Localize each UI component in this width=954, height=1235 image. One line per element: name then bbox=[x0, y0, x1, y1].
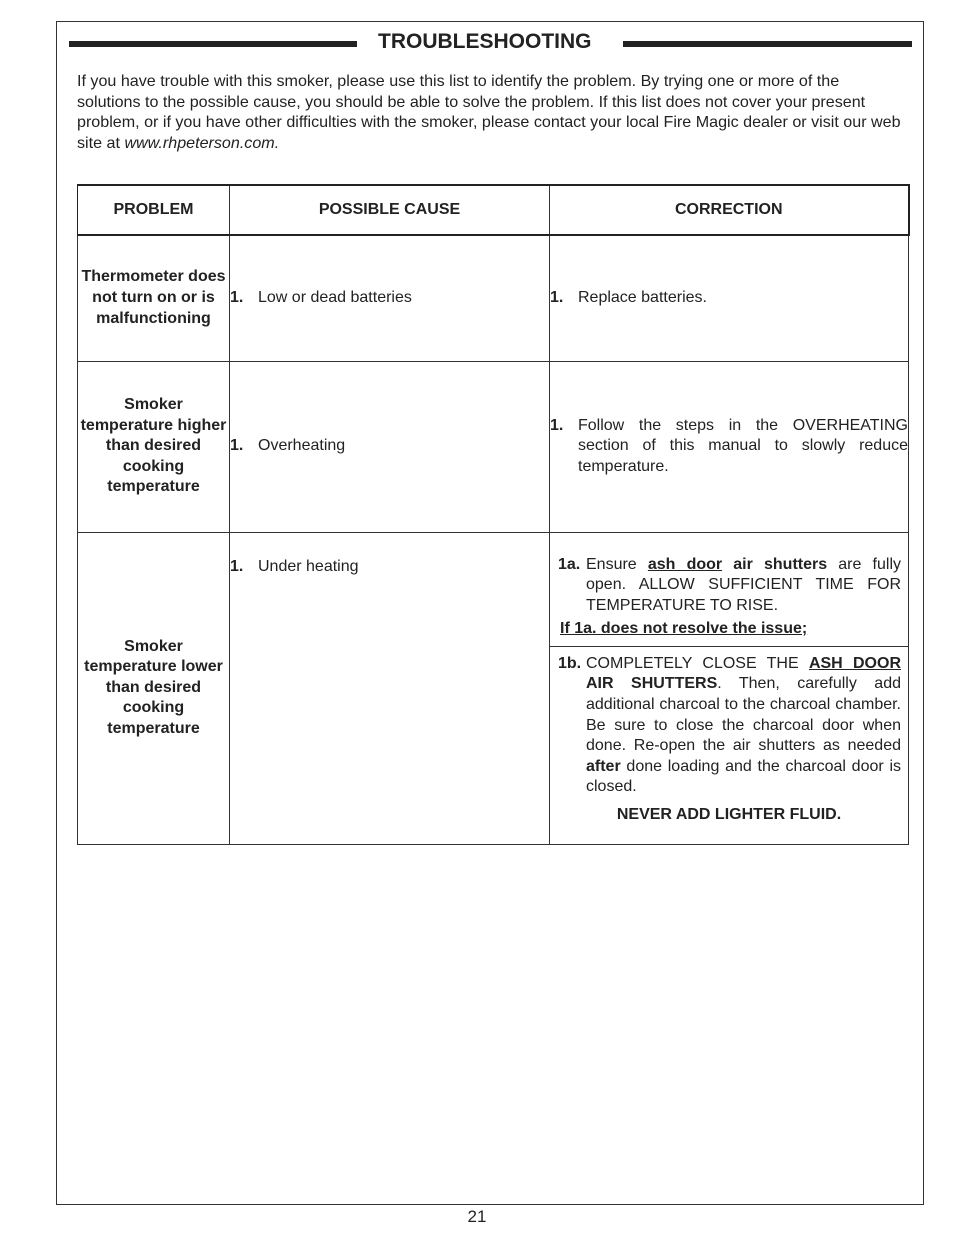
warning-note: NEVER ADD LIGHTER FLUID. bbox=[616, 806, 842, 824]
conditional-note: If 1a. does not resolve the issue; bbox=[550, 616, 908, 647]
correction-cell bbox=[550, 532, 909, 844]
problem-cell: Thermometer does not turn on or is malfunctioning bbox=[78, 235, 230, 361]
emphasis-air-shutters: AIR SHUTTERS bbox=[586, 675, 718, 693]
correction-number: 1a. bbox=[558, 555, 581, 573]
emphasis-ash-door: ash door bbox=[647, 555, 723, 573]
intro-paragraph bbox=[77, 71, 907, 153]
emphasis-after: after bbox=[586, 757, 621, 775]
emphasis-air-shutters: air shutters bbox=[733, 555, 828, 573]
header-possible-cause: POSSIBLE CAUSE bbox=[230, 185, 550, 235]
cause-number: 1. bbox=[230, 437, 244, 455]
cause-number: 1. bbox=[230, 557, 244, 575]
correction-text: Follow the steps in the OVERHEATING section of this manual to slowly reduce temperature. bbox=[578, 416, 908, 475]
emphasis-ash-door: ASH DOOR bbox=[808, 654, 902, 672]
correction-number: 1. bbox=[550, 416, 564, 434]
table-row bbox=[78, 235, 909, 361]
correction-text: done loading and the charcoal door is closed. bbox=[586, 757, 901, 796]
correction-1a bbox=[550, 555, 908, 617]
correction-text: Ensure bbox=[586, 555, 637, 573]
table-row bbox=[78, 361, 909, 532]
correction-text: . Then, carefully add additional charcoal to the charcoal chamber. Be sure to close the charcoal door when done. Re-open the air shutters as needed bbox=[586, 675, 901, 755]
cause-text: Overheating bbox=[258, 437, 346, 455]
title-rule-left bbox=[69, 41, 357, 47]
title-rule-right bbox=[623, 41, 912, 47]
correction-text: are fully open. ALLOW SUFFICIENT TIME FOR TEMPERATURE TO RISE. bbox=[586, 555, 902, 614]
cause-cell bbox=[230, 532, 550, 844]
table-header-row bbox=[78, 185, 909, 235]
cause-text: Under heating bbox=[258, 557, 359, 575]
correction-text: Replace batteries. bbox=[578, 288, 707, 306]
correction-cell bbox=[550, 235, 909, 361]
header-correction: CORRECTION bbox=[550, 185, 909, 235]
page-title: TROUBLESHOOTING bbox=[378, 30, 592, 53]
website-link[interactable]: www.rhpeterson.com. bbox=[124, 133, 280, 152]
problem-cell: Smoker temperature higher than desired cooking temperature bbox=[78, 361, 230, 532]
intro-text: If you have trouble with this smoker, please use this list to identify the problem. By trying one or more of the solutions to the possible cause, you should be able to solve the problem. If this list does not cover your present problem, or if you have other difficulties with the smoker, please contact your local Fire Magic dealer or visit our web site at bbox=[77, 72, 901, 152]
correction-cell bbox=[550, 361, 909, 532]
troubleshooting-table bbox=[77, 184, 910, 845]
cause-cell bbox=[230, 235, 550, 361]
page-number: 21 bbox=[467, 1207, 487, 1226]
cause-text: Low or dead batteries bbox=[258, 288, 412, 306]
correction-1b bbox=[550, 654, 908, 798]
cause-number: 1. bbox=[230, 288, 244, 306]
table-row bbox=[78, 532, 909, 844]
correction-text: COMPLETELY CLOSE THE bbox=[586, 654, 799, 672]
problem-cell: Smoker temperature lower than desired cooking temperature bbox=[78, 532, 230, 844]
correction-number: 1. bbox=[550, 288, 564, 306]
correction-number: 1b. bbox=[558, 654, 582, 672]
header-problem: PROBLEM bbox=[78, 185, 230, 235]
cause-cell bbox=[230, 361, 550, 532]
